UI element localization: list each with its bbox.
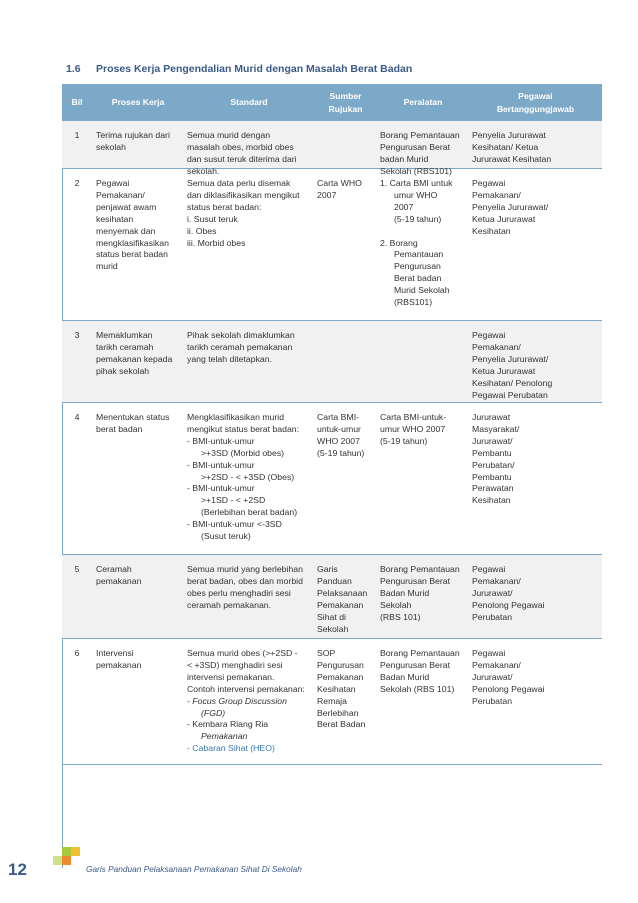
cell-line: Pengurusan (394, 261, 441, 272)
cell-proses-kerja (92, 169, 184, 320)
cell-standard (184, 555, 314, 638)
cell-line: kesihatan (96, 213, 134, 224)
header-pegawai (469, 90, 602, 116)
cell-line: >+2SD - < +3SD (Obes) (201, 471, 295, 482)
cell-line: Jururawat (472, 412, 511, 422)
cell-line: ceramah pemakanan. (187, 599, 272, 610)
cell-line: Pegawai (472, 564, 506, 574)
cell-line: berat badan, obes dan morbid (187, 575, 303, 586)
cell-line: status berat badan: (187, 201, 262, 212)
cell-line: Pegawai (472, 178, 506, 188)
cell-line: (Berlebihan berat badan) (201, 507, 298, 518)
cell-line: status berat badan (96, 249, 168, 260)
cell-line: (Susut teruk) (201, 531, 251, 542)
cell-line: Semua murid obes (>+2SD - (187, 648, 298, 658)
cell-line: - Cabaran Sihat (HEO) (187, 743, 275, 754)
cell-pegawai (469, 403, 602, 554)
table-row (62, 639, 602, 765)
cell-line: - Kembara Riang Ria (187, 719, 269, 730)
cell-line: (RBS101) (394, 297, 433, 308)
header-sumber-line1: Sumber (329, 90, 362, 101)
cell-line: Kesihatan/ Ketua (472, 141, 539, 152)
cell-proses-kerja (92, 639, 184, 764)
cell-line: Contoh intervensi pemakanan: (187, 683, 305, 694)
cell-line: Berat Badan (317, 719, 366, 730)
cell-line: Pemantauan (394, 249, 444, 260)
cell-line: tarikh ceramah pemakanan (187, 341, 293, 352)
cell-sumber-rujukan (314, 403, 377, 554)
cell-line: 2007 (317, 189, 337, 200)
cell-line: masalah obes, morbid obes (187, 141, 294, 152)
cell-line: Sekolah (317, 623, 349, 634)
cell-line: Jururawat/ (472, 587, 513, 598)
cell-sumber-rujukan (314, 555, 377, 638)
cell-line: (5-19 tahun) (380, 435, 428, 446)
cell-line: Penolong Pegawai (472, 683, 545, 694)
accent-square-yellow (71, 847, 80, 856)
section-title: Proses Kerja Pengendalian Murid dengan Masalah Berat Badan (96, 63, 413, 75)
cell-line: Pegawai Perubatan (472, 389, 548, 400)
accent-square-green (62, 847, 71, 856)
cell-line: - Focus Group Discussion (187, 695, 287, 706)
cell-line: Carta WHO (317, 178, 362, 188)
cell-line: Pegawai (96, 178, 130, 188)
cell-line: Kesihatan (472, 495, 511, 506)
cell-line: dan susut teruk diterima dari (187, 153, 297, 164)
cell-line: (FGD) (201, 707, 226, 718)
cell-line: Pihak sekolah dimaklumkan (187, 330, 295, 340)
header-bil: Bil (71, 97, 83, 107)
cell-line: Pemakanan (317, 671, 364, 682)
section-heading (66, 63, 586, 75)
cell-line: mengklasifikasikan (96, 237, 169, 248)
cell-line (380, 226, 467, 238)
cell-line: sekolah (96, 141, 126, 152)
cell-standard (184, 639, 314, 764)
cell-line: Berlebihan (317, 707, 359, 718)
cell-line: 1. Carta BMI untuk (380, 178, 453, 188)
cell-line: - BMI-untuk-umur <-3SD (187, 519, 282, 530)
section-number: 1.6 (66, 63, 81, 75)
cell-sumber-rujukan (314, 321, 377, 402)
cell-line: Perubatan/ (472, 459, 515, 470)
cell-line: Badan Murid (380, 671, 430, 682)
cell-line: umur WHO (394, 189, 438, 200)
cell-line: sekolah. (187, 165, 220, 176)
cell-line: Carta BMI- (317, 412, 359, 422)
cell-line: pemakanan (96, 659, 142, 670)
cell-line: Mengklasifikasikan murid (187, 412, 285, 422)
cell-bil: 3 (74, 330, 80, 340)
accent-square-orange (62, 856, 71, 865)
cell-line: Kesihatan/ Penolong (472, 377, 553, 388)
cell-line: Ketua Jururawat (472, 213, 536, 224)
cell-line: mengikut status berat badan: (187, 423, 300, 434)
cell-line: iii. Morbid obes (187, 237, 246, 248)
cell-line: Ketua Jururawat (472, 365, 536, 376)
cell-line: untuk-umur (317, 423, 361, 434)
cell-line: Badan Murid (380, 587, 430, 598)
cell-proses-kerja (92, 321, 184, 402)
header-pegawai-line2: Bertanggungjawab (496, 103, 575, 114)
cell-line: Penolong Pegawai (472, 599, 545, 610)
cell-line: 2. Borang (380, 237, 418, 248)
cell-line: intervensi pemakanan. (187, 671, 275, 682)
cell-standard (184, 121, 314, 176)
cell-proses-kerja (92, 555, 184, 638)
cell-line: Perubatan (472, 695, 513, 706)
cell-line: Pemakanan/ (472, 341, 521, 352)
cell-line: Perubatan (472, 611, 513, 622)
cell-line: pemakanan (96, 575, 142, 586)
cell-peralatan (377, 639, 469, 764)
table-body (62, 121, 602, 765)
cell-line: SOP (317, 648, 336, 658)
cell-line: Penyelia Jururawat/ (472, 201, 549, 212)
cell-standard (184, 403, 314, 554)
cell-line: Pengurusan Berat (380, 141, 451, 152)
cell-bil: 6 (74, 648, 80, 658)
table-row (62, 321, 602, 403)
cell-line: menyemak dan (96, 225, 156, 236)
cell-line: WHO 2007 (317, 435, 360, 446)
cell-line: Semua murid yang berlebihan (187, 564, 303, 574)
cell-line: ii. Obes (187, 225, 217, 236)
cell-line: Pembantu (472, 447, 512, 458)
cell-line: Carta BMI-untuk- (380, 412, 447, 422)
cell-line: Penyelia Jururawat (472, 130, 546, 140)
cell-line: Pemakanan/ (472, 575, 521, 586)
page-number: 12 (8, 860, 27, 879)
cell-proses-kerja (92, 121, 184, 168)
cell-line: Sekolah (RBS 101) (380, 683, 455, 694)
cell-line: Remaja (317, 695, 347, 706)
cell-line: murid (96, 261, 118, 272)
cell-sumber-rujukan (314, 121, 377, 168)
cell-line: >+3SD (Morbid obes) (201, 447, 285, 458)
table-row (62, 121, 602, 176)
cell-pegawai (469, 169, 602, 320)
table-row (62, 555, 602, 639)
table-row (62, 403, 602, 555)
cell-line: Pemakanan/ (472, 659, 521, 670)
cell-line: Terima rujukan dari (96, 130, 170, 140)
cell-peralatan (377, 169, 469, 320)
cell-peralatan (377, 121, 469, 176)
cell-line: Pembantu (472, 471, 512, 482)
cell-line: Sihat di (317, 611, 346, 622)
cell-line: Kesihatan (317, 683, 356, 694)
cell-line: - BMI-untuk-umur (187, 483, 255, 494)
cell-bil: 2 (74, 178, 80, 188)
cell-line: Pengurusan Berat (380, 575, 451, 586)
cell-line: (5-19 tahun) (394, 213, 442, 224)
cell-line: Pemakanan (317, 599, 364, 610)
cell-line: Pelaksanaan (317, 587, 368, 598)
cell-line: Borang Pemantauan (380, 130, 460, 140)
cell-line: penjawat awam (96, 201, 157, 212)
cell-line: Ceramah (96, 564, 132, 574)
cell-line: Jururawat/ (472, 671, 513, 682)
cell-line: Sekolah (RBS101) (380, 165, 452, 176)
cell-standard (184, 321, 314, 402)
cell-line: Semua murid dengan (187, 130, 271, 140)
cell-standard (184, 169, 314, 320)
cell-line: Penyelia Jururawat/ (472, 353, 549, 364)
cell-line: Semua data perlu disemak (187, 178, 291, 188)
cell-line: Pengurusan (317, 659, 364, 670)
cell-bil: 5 (74, 564, 80, 574)
cell-line: badan Murid (380, 153, 429, 164)
cell-line: Memaklumkan (96, 330, 153, 340)
cell-bil: 1 (74, 130, 80, 140)
header-peralatan: Peralatan (403, 97, 443, 107)
cell-line: tarikh ceramah (96, 341, 154, 352)
cell-line: i. Susut teruk (187, 213, 238, 224)
cell-peralatan (377, 555, 469, 638)
cell-proses-kerja (92, 403, 184, 554)
cell-line: Murid Sekolah (394, 285, 450, 296)
cell-line: Intervensi (96, 648, 134, 658)
cell-line: - BMI-untuk-umur (187, 459, 255, 470)
cell-line: Berat badan (394, 273, 442, 284)
cell-line: < +3SD) menghadiri sesi (187, 659, 283, 670)
cell-line: Jururawat Kesihatan (472, 153, 552, 164)
header-sumber-rujukan (314, 90, 377, 116)
cell-line: Sekolah (380, 599, 412, 610)
cell-line: Perawatan (472, 483, 514, 494)
cell-line: obes perlu menghadiri sesi (187, 587, 291, 598)
header-pegawai-line1: Pegawai (518, 90, 553, 101)
header-proses-kerja: Proses Kerja (111, 97, 165, 107)
cell-line: Pegawai (472, 648, 506, 658)
cell-line: yang telah ditetapkan. (187, 353, 273, 364)
cell-line: pihak sekolah (96, 365, 150, 376)
cell-line: Borang Pemantauan (380, 648, 460, 658)
cell-pegawai (469, 321, 602, 402)
cell-sumber-rujukan (314, 639, 377, 764)
cell-line: (5-19 tahun) (317, 447, 365, 458)
cell-line: Pegawai (472, 330, 506, 340)
header-standard: Standard (230, 97, 268, 107)
cell-line: umur WHO 2007 (380, 423, 446, 434)
cell-peralatan (377, 403, 469, 554)
cell-bil: 4 (74, 412, 80, 422)
cell-peralatan (377, 321, 469, 402)
cell-sumber-rujukan (314, 169, 377, 320)
cell-line: Pemakanan/ (96, 189, 145, 200)
cell-line: 2007 (394, 201, 414, 212)
cell-line: pemakanan kepada (96, 353, 173, 364)
cell-line: Borang Pemantauan (380, 564, 460, 574)
cell-line: Jururawat/ (472, 435, 513, 446)
process-table (62, 84, 602, 765)
accent-square-lightgreen (53, 856, 62, 865)
cell-line: Pemakanan (201, 731, 248, 742)
cell-line: Pemakanan/ (472, 189, 521, 200)
cell-line: Pengurusan Berat (380, 659, 451, 670)
footer-title: Garis Panduan Pelaksanaan Pemakanan Sihat Di Sekolah (86, 864, 302, 874)
table-row (62, 169, 602, 321)
cell-line: Kesihatan (472, 225, 511, 236)
header-sumber-line2: Rujukan (328, 103, 363, 114)
cell-line: Menentukan status (96, 412, 170, 422)
cell-line: - BMI-untuk-umur (187, 435, 255, 446)
cell-line: dan diklasifikasikan mengikut (187, 189, 300, 200)
cell-pegawai (469, 121, 602, 168)
cell-line: >+1SD - < +2SD (201, 495, 266, 506)
table-header (62, 84, 602, 121)
cell-pegawai (469, 639, 602, 764)
cell-line: berat badan (96, 423, 143, 434)
cell-line: (RBS 101) (380, 611, 421, 622)
cell-line: Panduan (317, 575, 352, 586)
cell-pegawai (469, 555, 602, 638)
cell-line: Garis (317, 564, 338, 574)
cell-line: Masyarakat/ (472, 423, 520, 434)
